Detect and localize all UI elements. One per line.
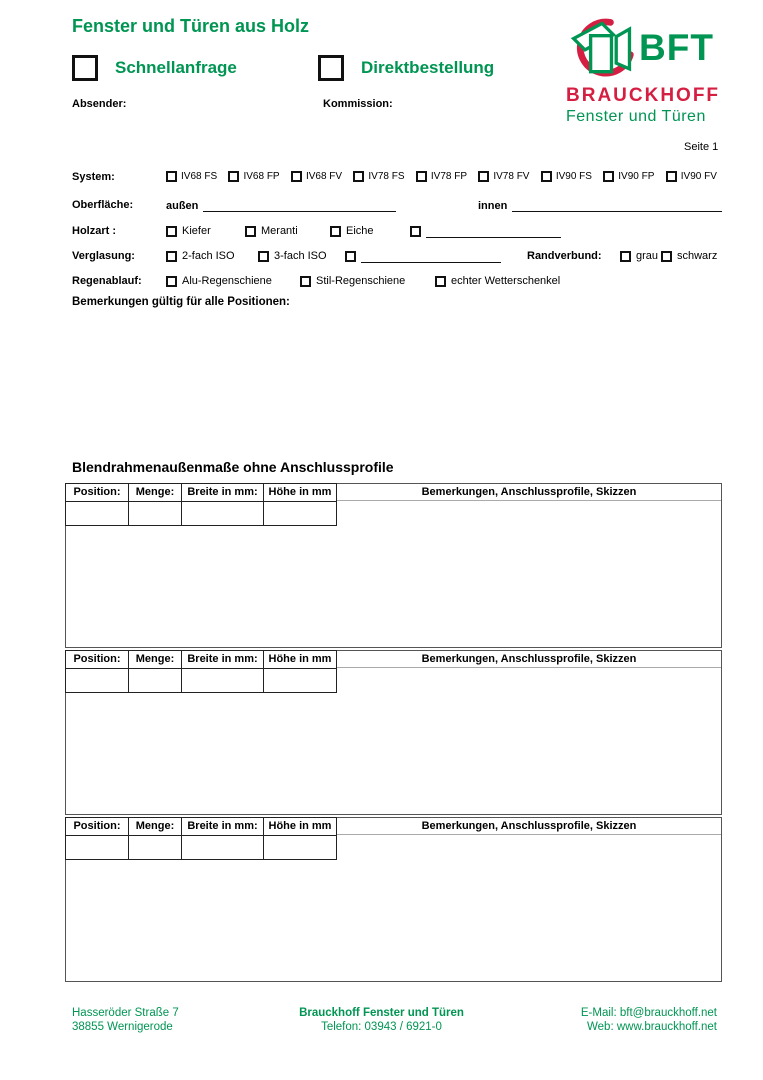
checkbox-icon[interactable]: [330, 226, 341, 237]
col-menge: Menge:: [129, 818, 182, 835]
checkbox-icon[interactable]: [661, 251, 672, 262]
option-verglasung-other[interactable]: [345, 250, 501, 263]
system-label: System:: [72, 171, 115, 183]
system-row: [72, 171, 717, 186]
option-label: Stil-Regenschiene: [316, 275, 406, 287]
bemerkungen-area[interactable]: [337, 668, 721, 814]
position-block-2: [65, 650, 722, 815]
regenablauf-row: [72, 275, 717, 290]
bemerkungen-column-header: Bemerkungen, Anschlussprofile, Skizzen: [337, 818, 721, 835]
verglasung-other-field[interactable]: [361, 250, 501, 263]
option-holzart-other[interactable]: [410, 225, 561, 238]
logo-top-row: [566, 12, 718, 84]
option-label: Meranti: [261, 225, 298, 237]
footer-web[interactable]: Web: www.brauckhoff.net: [587, 1021, 717, 1033]
bemerkungen-alle-positionen-label: Bemerkungen gültig für alle Positionen:: [72, 296, 290, 308]
schnellanfrage-checkbox[interactable]: [72, 55, 98, 81]
verglasung-label: Verglasung:: [72, 250, 135, 262]
col-position: Position:: [66, 651, 129, 668]
checkbox-icon[interactable]: [416, 171, 427, 182]
footer-email[interactable]: E-Mail: bft@brauckhoff.net: [580, 1007, 717, 1019]
oberflaeche-row: [72, 199, 717, 214]
checkbox-icon[interactable]: [300, 276, 311, 287]
direktbestellung-option[interactable]: [318, 55, 494, 81]
option-label: 2-fach ISO: [182, 250, 235, 262]
checkbox-icon[interactable]: [410, 226, 421, 237]
option-label: IV90 FV: [680, 171, 717, 182]
checkbox-icon[interactable]: [291, 171, 302, 182]
bemerkungen-column-header: Bemerkungen, Anschlussprofile, Skizzen: [337, 651, 721, 668]
checkbox-icon[interactable]: [166, 171, 177, 182]
bft-window-icon: [566, 12, 638, 84]
randverbund-label: Randverbund:: [527, 250, 602, 262]
option-schwarz[interactable]: [661, 250, 717, 262]
checkbox-icon[interactable]: [620, 251, 631, 262]
footer-contact: [581, 1006, 717, 1034]
footer-phone: Telefon: 03943 / 6921-0: [321, 1021, 442, 1033]
position-block-1: [65, 483, 722, 648]
col-breite: Breite in mm:: [182, 818, 264, 835]
option-label: grau: [636, 250, 659, 262]
hoehe-input-cell[interactable]: [264, 836, 336, 859]
option-stil-regenschiene[interactable]: [300, 275, 405, 287]
option-iv78-fs[interactable]: [353, 171, 404, 182]
aussen-label: außen: [166, 199, 199, 212]
position-table-row: [66, 502, 336, 525]
bemerkungen-column-header: Bemerkungen, Anschlussprofile, Skizzen: [337, 484, 721, 501]
option-label: IV90 FP: [618, 171, 655, 182]
regenablauf-label: Regenablauf:: [72, 275, 142, 287]
option-label: IV68 FP: [243, 171, 280, 182]
page-title: Fenster und Türen aus Holz: [72, 16, 310, 36]
option-iv90-fs[interactable]: [541, 171, 592, 182]
bemerkungen-area[interactable]: [337, 835, 721, 981]
option-alu-regenschiene[interactable]: [166, 275, 272, 287]
aussen-field[interactable]: [203, 199, 396, 212]
position-input-cell[interactable]: [66, 669, 129, 692]
page-number: Seite 1: [684, 141, 719, 153]
position-block-3: [65, 817, 722, 982]
checkbox-icon[interactable]: [345, 251, 356, 262]
position-table-row: [66, 836, 336, 859]
option-label: IV68 FS: [181, 171, 218, 182]
position-table-header: [66, 484, 336, 502]
checkbox-icon[interactable]: [166, 226, 177, 237]
holzart-row: [72, 225, 717, 240]
bemerkungen-area[interactable]: [337, 501, 721, 647]
position-table: [65, 650, 337, 693]
checkbox-icon[interactable]: [166, 276, 177, 287]
col-position: Position:: [66, 484, 129, 501]
direktbestellung-checkbox[interactable]: [318, 55, 344, 81]
menge-input-cell[interactable]: [129, 836, 182, 859]
aussen-group: [166, 199, 396, 212]
checkbox-icon[interactable]: [258, 251, 269, 262]
option-label: schwarz: [677, 250, 718, 262]
absender-label: Absender:: [72, 98, 127, 110]
option-label: IV78 FS: [368, 171, 405, 182]
option-grau[interactable]: [620, 250, 658, 262]
option-label: IV90 FS: [555, 171, 592, 182]
breite-input-cell[interactable]: [182, 669, 264, 692]
footer-city: 38855 Wernigerode: [72, 1021, 173, 1033]
verglasung-row: [72, 250, 717, 265]
option-label: Alu-Regenschiene: [182, 275, 272, 287]
option-3fach-iso[interactable]: [258, 250, 327, 262]
checkbox-icon[interactable]: [228, 171, 239, 182]
holzart-label: Holzart :: [72, 225, 116, 237]
option-meranti[interactable]: [245, 225, 298, 237]
option-iv68-fv[interactable]: [291, 171, 342, 182]
menge-input-cell[interactable]: [129, 669, 182, 692]
logo-acronym: BFT: [639, 27, 714, 68]
system-options: [166, 171, 717, 182]
position-table-row: [66, 669, 336, 692]
option-kiefer[interactable]: [166, 225, 211, 237]
option-iv68-fs[interactable]: [166, 171, 217, 182]
position-table: [65, 817, 337, 860]
col-hoehe: Höhe in mm: [268, 820, 332, 832]
col-hoehe: Höhe in mm: [268, 486, 332, 498]
option-label: IV68 FV: [305, 171, 343, 182]
hoehe-input-cell[interactable]: [264, 502, 336, 525]
col-menge: Menge:: [129, 651, 182, 668]
checkbox-icon[interactable]: [435, 276, 446, 287]
checkbox-icon[interactable]: [541, 171, 552, 182]
kommission-label: Kommission:: [323, 98, 393, 110]
col-hoehe: Höhe in mm: [268, 653, 332, 665]
breite-input-cell[interactable]: [182, 836, 264, 859]
positions-heading: Blendrahmenaußenmaße ohne Anschlussprofile: [72, 459, 394, 475]
checkbox-icon[interactable]: [245, 226, 256, 237]
position-table-header: [66, 818, 336, 836]
breite-input-cell[interactable]: [182, 502, 264, 525]
option-iv90-fv[interactable]: [666, 171, 717, 182]
option-iv78-fv[interactable]: [478, 171, 529, 182]
col-breite: Breite in mm:: [182, 484, 264, 501]
option-label: Eiche: [346, 225, 374, 237]
logo-company-name: BRAUCKHOFF: [566, 85, 721, 106]
schnellanfrage-option[interactable]: [72, 55, 237, 81]
menge-input-cell[interactable]: [129, 502, 182, 525]
direktbestellung-label: Direktbestellung: [361, 58, 495, 77]
option-2fach-iso[interactable]: [166, 250, 235, 262]
option-label: IV78 FV: [493, 171, 530, 182]
innen-group: [478, 199, 722, 212]
checkbox-icon[interactable]: [666, 171, 677, 182]
option-label: echter Wetterschenkel: [451, 275, 561, 287]
position-input-cell[interactable]: [66, 502, 129, 525]
col-breite: Breite in mm:: [182, 651, 264, 668]
logo-tagline: Fenster und Türen: [566, 108, 706, 125]
position-table-header: [66, 651, 336, 669]
checkbox-icon[interactable]: [353, 171, 364, 182]
option-eiche[interactable]: [330, 225, 374, 237]
holzart-other-field[interactable]: [426, 225, 561, 238]
checkbox-icon[interactable]: [478, 171, 489, 182]
schnellanfrage-label: Schnellanfrage: [115, 58, 237, 77]
checkbox-icon[interactable]: [603, 171, 614, 182]
option-iv68-fp[interactable]: [228, 171, 279, 182]
checkbox-icon[interactable]: [166, 251, 177, 262]
col-position: Position:: [66, 818, 129, 835]
option-echter-wetterschenkel[interactable]: [435, 275, 560, 287]
position-table: [65, 483, 337, 526]
innen-label: innen: [478, 199, 508, 212]
footer-company: Brauckhoff Fenster und Türen: [299, 1007, 464, 1019]
company-logo: [566, 12, 721, 126]
footer-street: Hasseröder Straße 7: [72, 1007, 179, 1019]
option-iv78-fp[interactable]: [416, 171, 467, 182]
option-label: Kiefer: [182, 225, 211, 237]
innen-field[interactable]: [512, 199, 722, 212]
position-input-cell[interactable]: [66, 836, 129, 859]
oberflaeche-label: Oberfläche:: [72, 199, 134, 211]
option-label: IV78 FP: [430, 171, 468, 182]
hoehe-input-cell[interactable]: [264, 669, 336, 692]
option-iv90-fp[interactable]: [603, 171, 654, 182]
col-menge: Menge:: [129, 484, 182, 501]
option-label: 3-fach ISO: [274, 250, 327, 262]
